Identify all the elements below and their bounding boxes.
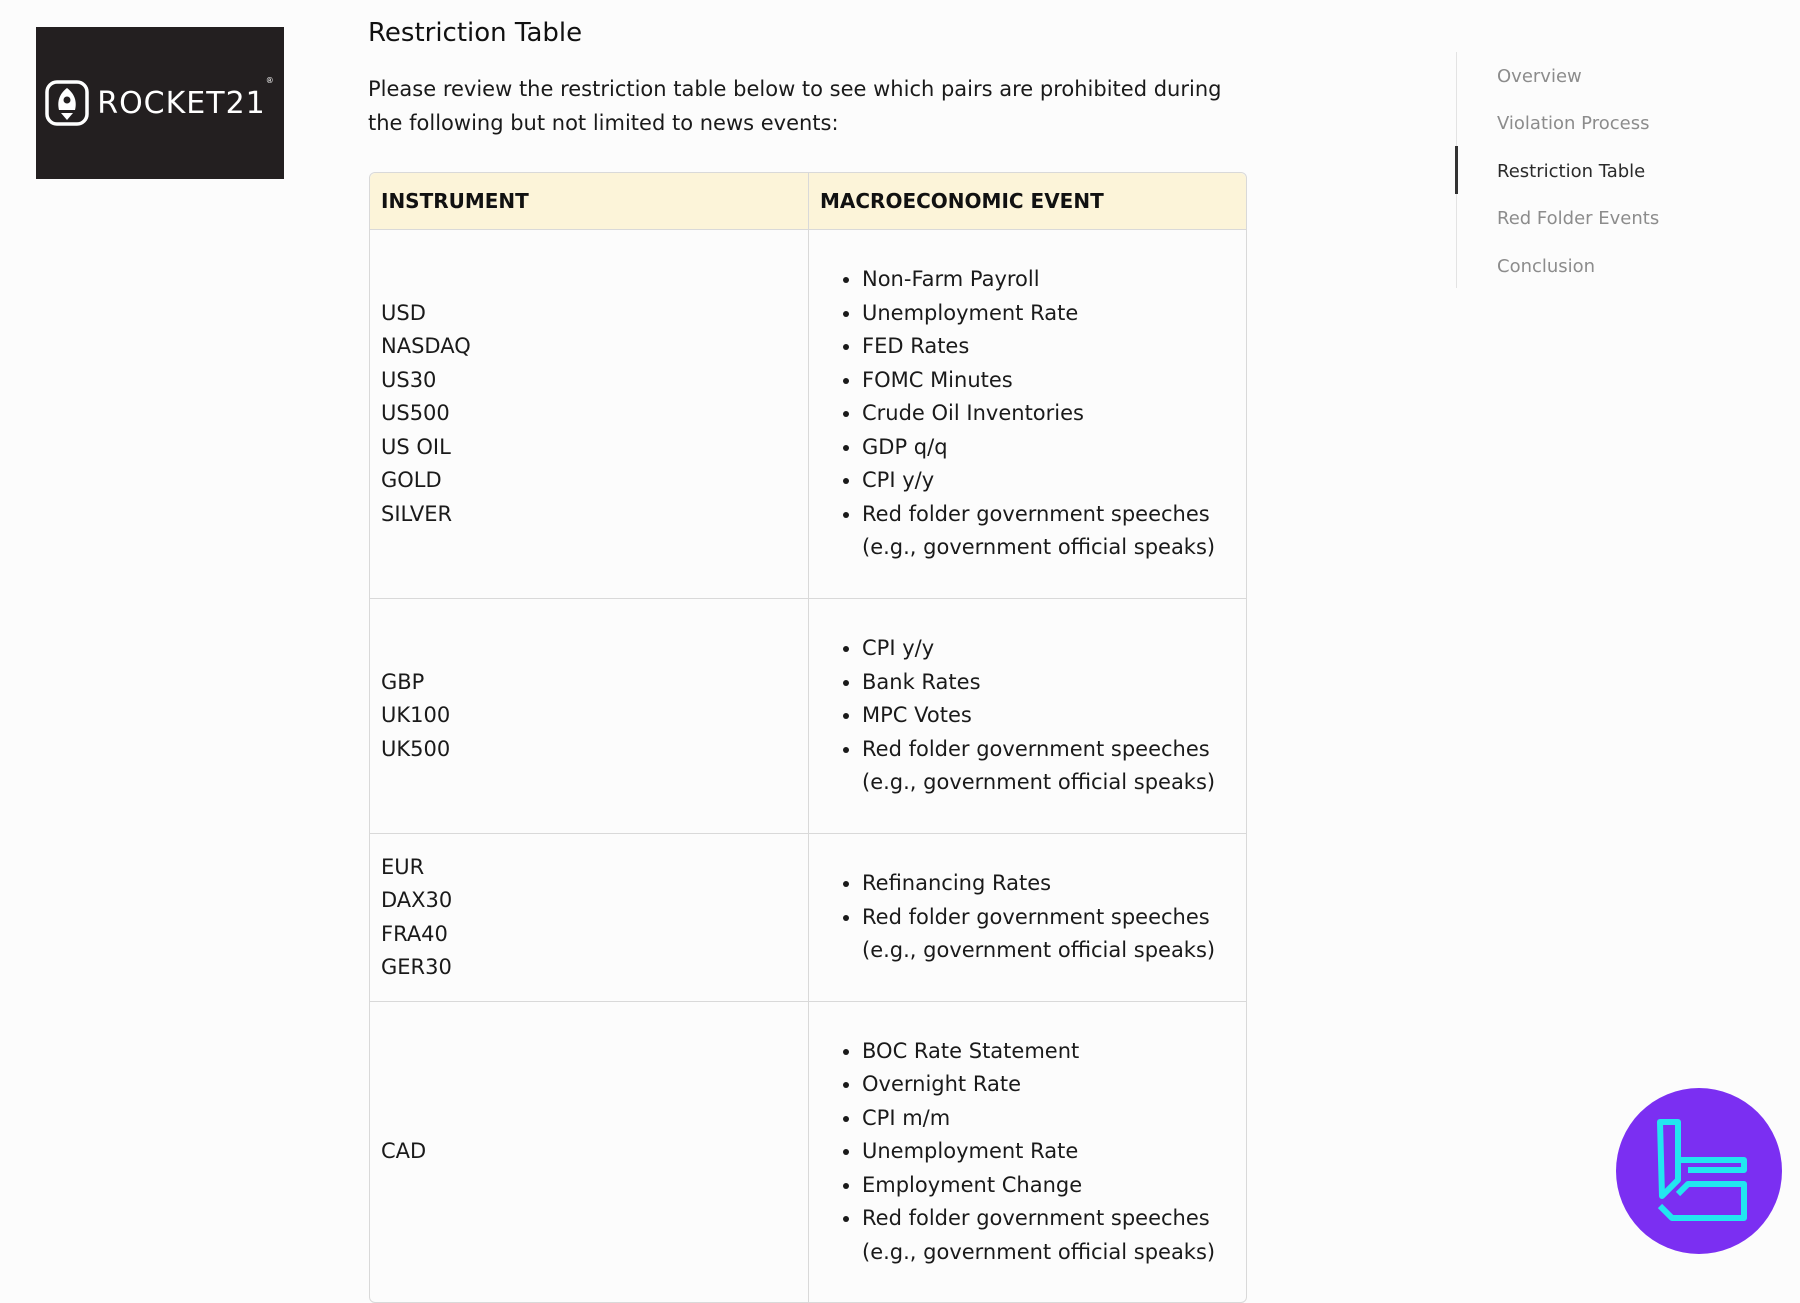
event-item: • BOC Rate Statement [862, 1035, 1235, 1069]
event-item: • FED Rates [862, 330, 1235, 364]
event-item: • Bank Rates [862, 666, 1235, 700]
instrument-item: CAD [381, 1139, 427, 1164]
toc-active-indicator [1455, 146, 1458, 194]
instrument-item: GER30 [381, 955, 452, 979]
section-intro: Please review the restriction table below to see which pairs are prohibited during the following but not limited to news events: [368, 77, 1222, 135]
toc-item-restriction-table[interactable]: Restriction Table [1497, 161, 1646, 182]
event-item: • CPI y/y [862, 632, 1235, 666]
instrument-item: UK100 [381, 703, 451, 728]
instrument-item: UK500 [381, 736, 451, 761]
instrument-cell [370, 599, 809, 834]
table-row [370, 834, 1246, 1002]
instrument-item: EUR [381, 854, 425, 879]
event-item: • FOMC Minutes [862, 364, 1235, 398]
instrument-item: DAX30 [381, 888, 453, 912]
instrument-item: US OIL [381, 434, 451, 459]
table-body [370, 230, 1246, 1302]
instrument-item: FRA40 [381, 921, 448, 946]
event-item: • CPI y/y [862, 464, 1235, 498]
brand-name: ROCKET21® [97, 75, 275, 121]
event-list [820, 263, 1235, 565]
event-item: • Crude Oil Inventories [862, 397, 1235, 431]
instrument-item: USD [381, 300, 426, 325]
event-item: • Refinancing Rates [862, 867, 1235, 901]
toc-item-conclusion[interactable]: Conclusion [1497, 256, 1596, 277]
instrument-item: GBP [381, 669, 425, 694]
tradingfinder-logo-icon [1616, 1088, 1782, 1254]
watermark-badge [1616, 1088, 1782, 1254]
instrument-item: US500 [381, 401, 450, 426]
event-item: • CPI m/m [862, 1102, 1235, 1136]
event-cell [809, 230, 1246, 599]
instrument-item: GOLD [381, 468, 442, 493]
toc-item-red-folder-events[interactable]: Red Folder Events [1497, 208, 1660, 229]
event-cell [809, 599, 1246, 834]
table-row [370, 230, 1246, 599]
event-item: • Non-Farm Payroll [862, 263, 1235, 297]
toc-item-overview[interactable]: Overview [1497, 66, 1582, 87]
event-item: • GDP q/q [862, 431, 1235, 465]
section-title: Restriction Table [368, 18, 583, 48]
event-item: • Unemployment Rate [862, 1135, 1235, 1169]
event-list [820, 1035, 1235, 1270]
restriction-table [369, 172, 1247, 1303]
instrument-column-header: INSTRUMENT [370, 173, 809, 230]
rocket-emblem-icon [45, 80, 89, 126]
event-item: • Red folder government speeches (e.g., government official speaks) [862, 498, 1235, 565]
event-item: • Red folder government speeches (e.g., government official speaks) [862, 733, 1235, 800]
table-row [370, 599, 1246, 834]
event-list [820, 632, 1235, 800]
instrument-item: US30 [381, 367, 437, 392]
event-item: • Unemployment Rate [862, 297, 1235, 331]
instrument-cell [370, 834, 809, 1002]
event-list [820, 867, 1235, 968]
event-column-header: MACROECONOMIC EVENT [809, 173, 1246, 230]
event-cell [809, 1002, 1246, 1302]
instrument-cell [370, 1002, 809, 1302]
table-row [370, 1002, 1246, 1302]
instrument-item: SILVER [381, 501, 453, 526]
instrument-item: NASDAQ [381, 334, 471, 359]
event-item: • Red folder government speeches (e.g., government official speaks) [862, 901, 1235, 968]
event-cell [809, 834, 1246, 1002]
toc-item-violation-process[interactable]: Violation Process [1497, 113, 1650, 134]
table-of-contents [1456, 52, 1717, 288]
instrument-cell [370, 230, 809, 599]
event-item: • Employment Change [862, 1169, 1235, 1203]
brand-logo[interactable] [36, 27, 284, 179]
event-item: • Red folder government speeches (e.g., government official speaks) [862, 1202, 1235, 1269]
event-item: • MPC Votes [862, 699, 1235, 733]
event-item: • Overnight Rate [862, 1068, 1235, 1102]
table-header-row [370, 173, 1246, 230]
